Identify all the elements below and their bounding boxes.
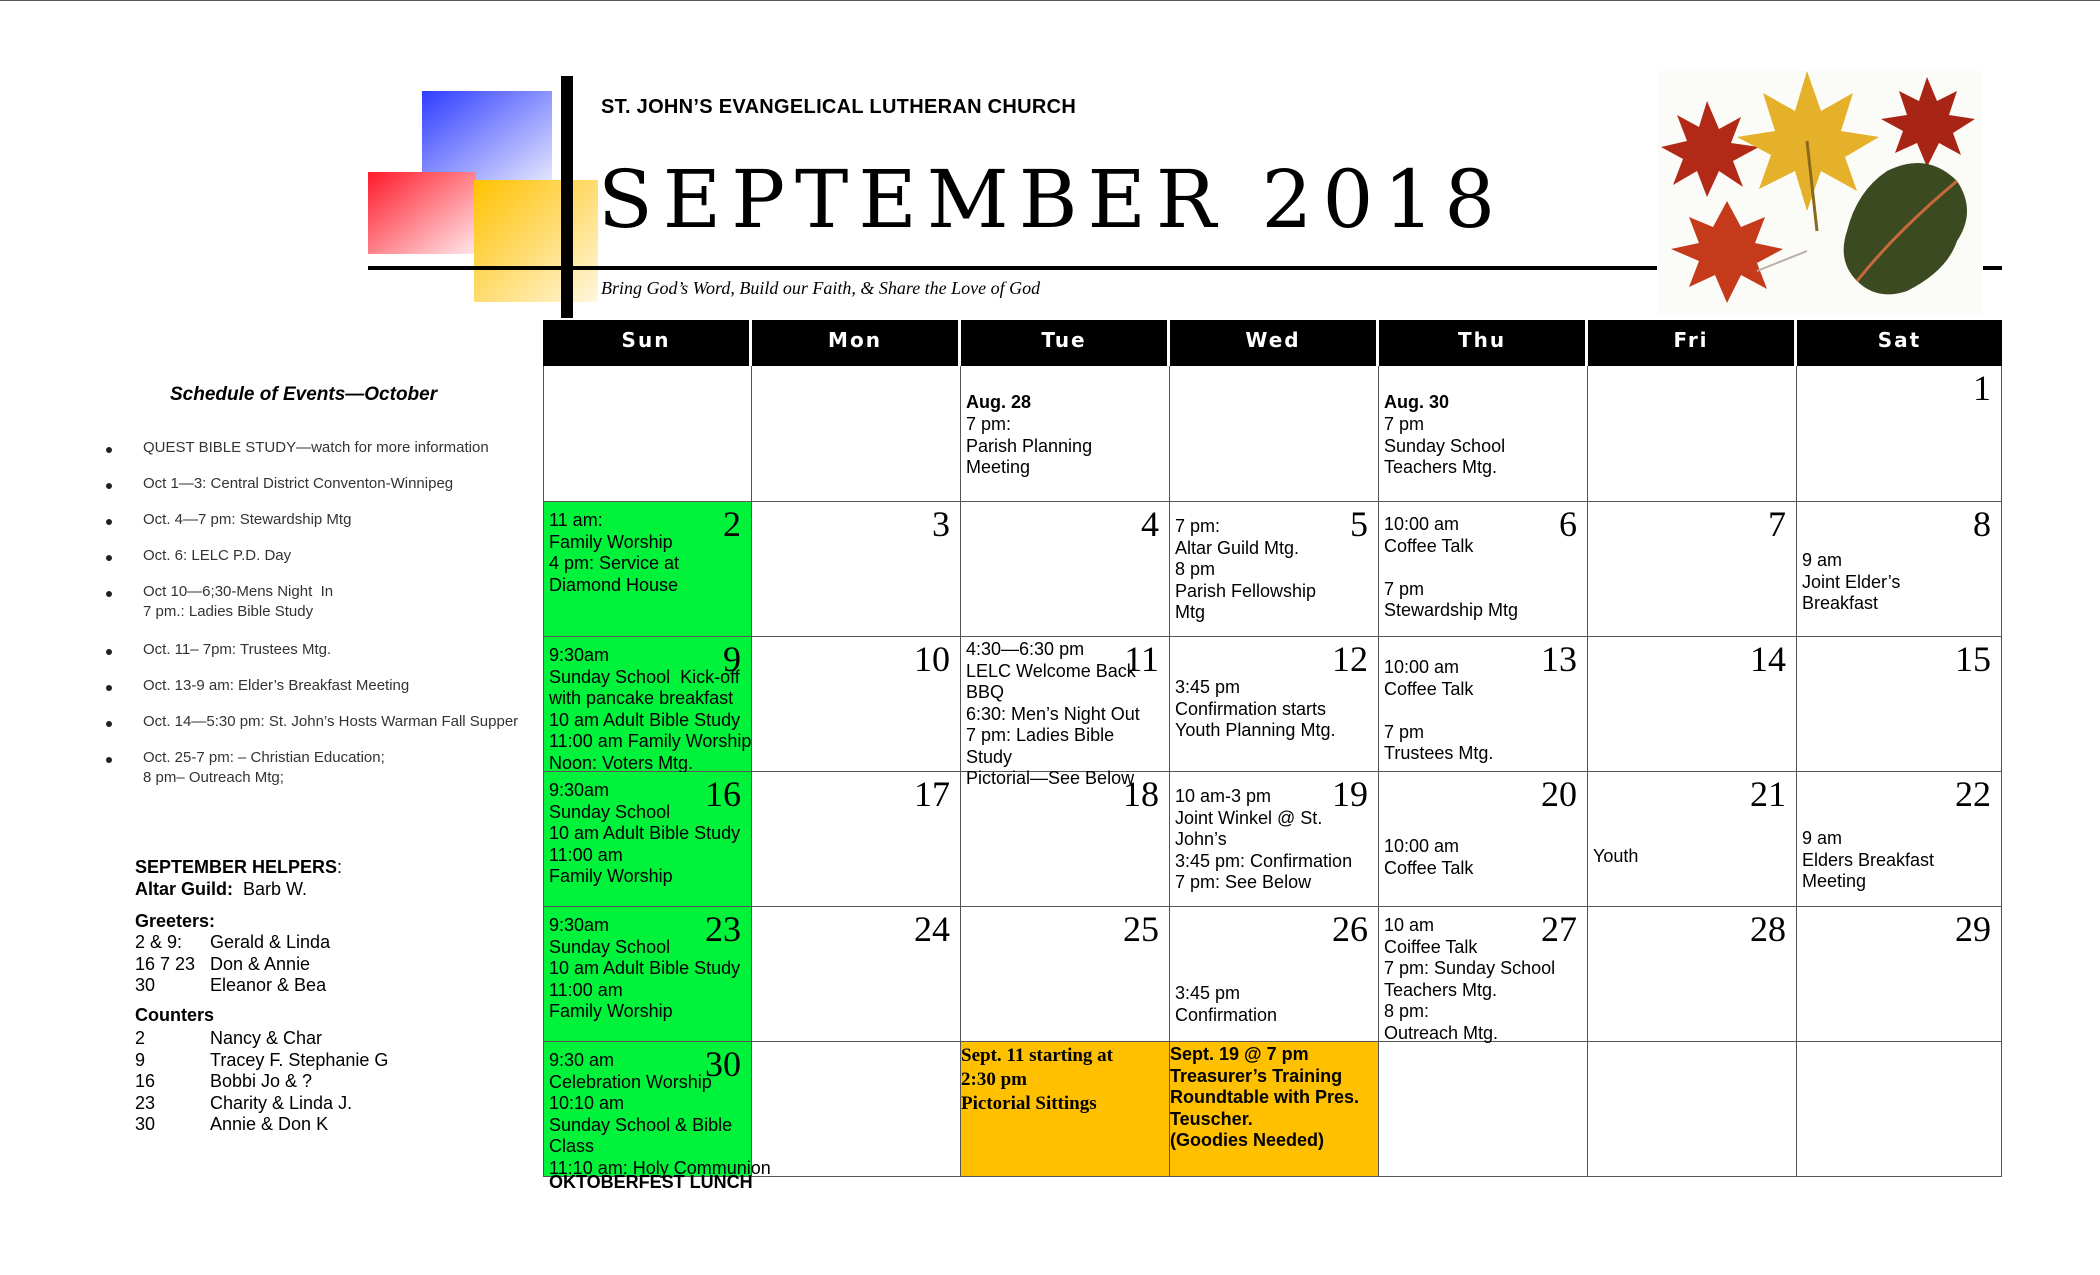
counters-date: 30 (135, 1114, 156, 1134)
bullet-icon (106, 649, 112, 655)
decorative-red-square (368, 172, 476, 254)
day-cell-1 (1797, 366, 2002, 502)
counters-date: 2 (135, 1028, 146, 1048)
schedule-item: QUEST BIBLE STUDY—watch for more information (143, 439, 489, 456)
counters-label: Counters (135, 1005, 215, 1025)
day-cell-5 (1170, 502, 1379, 637)
greeters-names: Gerald & Linda (210, 932, 331, 952)
schedule-item: Oct. 11– 7pm: Trustees Mtg. (143, 641, 332, 658)
counters-date: 9 (135, 1049, 146, 1070)
day-cell-22 (1797, 772, 2002, 907)
day-number: 5 (1350, 504, 1368, 544)
day-cell-6 (1379, 502, 1588, 637)
cell-event-heading: Aug. 30 (1384, 392, 1450, 412)
day-number: 8 (1973, 504, 1991, 544)
cell-event-text: 9 am Joint Elder’s Breakfast (1802, 550, 1901, 613)
day-number: 16 (705, 774, 741, 814)
top-rule (0, 0, 2100, 1)
day-cell-26 (1170, 907, 1379, 1042)
cell-event-text: Youth (1593, 846, 1639, 866)
day-number: 30 (705, 1044, 741, 1084)
day-number: 20 (1541, 774, 1577, 814)
schedule-title: Schedule of Events—October (170, 384, 438, 405)
day-cell-28 (1588, 907, 1797, 1042)
day-cell-10 (752, 637, 961, 772)
day-cell-empty (1170, 366, 1379, 502)
day-number: 11 (1124, 639, 1159, 679)
day-cell-7 (1588, 502, 1797, 637)
day-cell-15 (1797, 637, 2002, 772)
decorative-yellow-square (474, 180, 598, 302)
day-cell-empty (1797, 1042, 2002, 1177)
day-header-sun: Sun (543, 320, 749, 366)
day-number: 12 (1332, 639, 1368, 679)
day-number: 7 (1768, 504, 1786, 544)
greeters-date: 30 (135, 975, 156, 995)
cell-event-text: 10:00 am Coffee Talk 7 pm Stewardship Mtg (1384, 514, 1519, 620)
day-number: 3 (932, 504, 950, 544)
cell-event-text: 10:00 am Coffee Talk (1384, 836, 1474, 878)
tagline: Bring God’s Word, Build our Faith, & Share the Love of God (601, 278, 1041, 298)
counters-names: Tracey F. Stephanie G (210, 1049, 389, 1070)
cell-event-text: 10:00 am Coffee Talk 7 pm Trustees Mtg. (1384, 657, 1494, 763)
day-number: 23 (705, 909, 741, 949)
bullet-icon (106, 721, 112, 727)
schedule-item: Oct 1—3: Central District Conventon-Winnipeg (143, 475, 454, 492)
month-title: SEPTEMBER 2018 (598, 153, 1506, 246)
altar-guild-label: Altar Guild: (135, 879, 233, 899)
day-cell-18 (961, 772, 1170, 907)
day-cell-25 (961, 907, 1170, 1042)
day-cell-17 (752, 772, 961, 907)
schedule-item: Oct. 13-9 am: Elder’s Breakfast Meeting (143, 677, 410, 694)
bullet-icon (106, 685, 112, 691)
day-cell-empty (1588, 1042, 1797, 1177)
day-cell-14 (1588, 637, 1797, 772)
cell-event-text: 10 am-3 pm Joint Winkel @ St. John’s 3:45 pm: Confirmation 7 pm: See Below (1175, 786, 1353, 892)
counters-date: 23 (135, 1092, 156, 1113)
day-number: 9 (723, 639, 741, 679)
helpers-title-colon: : (337, 857, 343, 877)
counters-names: Charity & Linda J. (210, 1092, 353, 1113)
helpers-title-line (135, 857, 342, 878)
day-header-thu: Thu (1379, 320, 1585, 366)
schedule-item: Oct. 14—5:30 pm: St. John’s Hosts Warman Fall Supper (143, 713, 519, 730)
day-cell-empty (961, 1042, 1170, 1177)
day-number: 10 (914, 639, 950, 679)
day-number: 19 (1332, 774, 1368, 814)
day-cell-24 (752, 907, 961, 1042)
day-cell-9 (543, 637, 752, 772)
cell-event-text: 4:30—6:30 pm LELC Welcome Back BBQ 6:30: Men’s Night Out 7 pm: Ladies Bible Study Pictorial—See Below (966, 639, 1140, 788)
bullet-icon (106, 483, 112, 489)
cell-event-text: 3:45 pm Confirmation starts Youth Planning Mtg. (1175, 677, 1336, 740)
day-number: 17 (914, 774, 950, 814)
altar-guild-line (135, 879, 307, 900)
oktoberfest-lunch-note: OKTOBERFEST LUNCH (549, 1172, 753, 1192)
day-number: 1 (1973, 368, 1991, 408)
day-number: 27 (1541, 909, 1577, 949)
day-header-wed: Wed (1170, 320, 1376, 366)
bullet-icon (106, 591, 112, 597)
day-cell-11 (961, 637, 1170, 788)
day-cell-3 (752, 502, 961, 637)
day-cell-2 (543, 502, 752, 637)
schedule-item: Oct 10—6;30-Mens Night In 7 pm.: Ladies Bible Study (143, 583, 334, 620)
cell-event-text: 9 am Elders Breakfast Meeting (1802, 828, 1935, 891)
cell-event-text: Sept. 19 @ 7 pm Treasurer’s Training Roundtable with Pres. Teuscher. (Goodies Needed) (1170, 1044, 1360, 1150)
day-header-mon: Mon (752, 320, 958, 366)
greeters-names: Don & Annie (210, 953, 311, 974)
day-number: 2 (723, 504, 741, 544)
day-cell-13 (1379, 637, 1588, 772)
greeters-date: 2 & 9: (135, 932, 183, 952)
day-cell-empty (1588, 366, 1797, 502)
day-number: 6 (1559, 504, 1577, 544)
bullet-icon (106, 519, 112, 525)
day-cell-21 (1588, 772, 1797, 907)
day-cell-20 (1379, 772, 1588, 907)
cell-event-text: 7 pm Sunday School Teachers Mtg. (1384, 414, 1506, 477)
bullet-icon (106, 555, 112, 561)
day-header-tue: Tue (961, 320, 1167, 366)
day-header-sat: Sat (1797, 320, 2002, 366)
day-cell-27 (1379, 907, 1588, 1042)
bullet-icon (106, 757, 112, 763)
day-number: 21 (1750, 774, 1786, 814)
cell-event-text: 3:45 pm Confirmation (1175, 983, 1278, 1025)
autumn-leaves-image (1657, 71, 1983, 315)
bullet-icon (106, 447, 112, 453)
day-cell-19 (1170, 772, 1379, 907)
counters-names: Annie & Don K (210, 1114, 329, 1134)
cell-event-text: 11 am: Family Worship 4 pm: Service at Diamond House (549, 510, 680, 595)
cell-event-text: 9:30am Sunday School 10 am Adult Bible Study 11:00 am Family Worship (549, 915, 741, 1021)
cell-event-text: 9:30am Sunday School Kick-off with pancake breakfast 10 am Adult Bible Study 11:00 am Family Worship Noon: Voters Mtg. (549, 645, 752, 773)
day-number: 24 (914, 909, 950, 949)
schedule-item: Oct. 6: LELC P.D. Day (143, 547, 292, 564)
day-number: 14 (1750, 639, 1786, 679)
day-cell-16 (543, 772, 752, 907)
day-number: 13 (1541, 639, 1577, 679)
church-name: ST. JOHN’S EVANGELICAL LUTHERAN CHURCH (601, 96, 1077, 118)
day-cell-empty (961, 366, 1170, 502)
counters-names: Bobbi Jo & ? (210, 1071, 313, 1091)
day-cell-empty (752, 1042, 961, 1177)
day-number: 22 (1955, 774, 1991, 814)
cell-event-text: 9:30am Sunday School 10 am Adult Bible Study 11:00 am Family Worship (549, 780, 741, 886)
cell-event-text: 9:30 am Celebration Worship 10:10 am Sunday School & Bible Class 11:10 am: Holy Communion (549, 1050, 771, 1178)
day-number: 15 (1955, 639, 1991, 679)
day-cell-empty (543, 366, 752, 502)
day-cell-empty (752, 366, 961, 502)
greeters-label: Greeters: (135, 911, 216, 931)
day-number: 28 (1750, 909, 1786, 949)
schedule-item: Oct. 4—7 pm: Stewardship Mtg (143, 511, 352, 528)
day-number: 25 (1123, 909, 1159, 949)
schedule-item: Oct. 25-7 pm: – Christian Education; 8 pm– Outreach Mtg; (143, 749, 385, 786)
day-cell-12 (1170, 637, 1379, 772)
greeters-date: 16 7 23 (135, 953, 196, 974)
day-number: 26 (1332, 909, 1368, 949)
helpers-title: SEPTEMBER HELPERS (135, 857, 338, 877)
day-cell-empty (1379, 366, 1588, 502)
cell-event-text: Sept. 11 starting at 2:30 pm Pictorial Sittings (961, 1045, 1113, 1114)
cell-event-heading: Aug. 28 (966, 392, 1032, 412)
day-number: 18 (1123, 774, 1159, 814)
greeters-names: Eleanor & Bea (210, 975, 327, 995)
day-cell-4 (961, 502, 1170, 637)
cell-event-text: 7 pm: Parish Planning Meeting (966, 414, 1093, 477)
day-cell-30 (543, 1042, 771, 1192)
day-cell-29 (1797, 907, 2002, 1042)
day-cell-8 (1797, 502, 2002, 637)
day-cell-23 (543, 907, 752, 1042)
cell-event-text: 7 pm: Altar Guild Mtg. 8 pm Parish Fellowship Mtg (1175, 516, 1317, 622)
day-number: 29 (1955, 909, 1991, 949)
header-vertical-bar (561, 76, 573, 318)
counters-names: Nancy & Char (210, 1028, 323, 1048)
day-cell-empty (1379, 1042, 1588, 1177)
counters-date: 16 (135, 1071, 156, 1091)
cell-event-text: 10 am Coiffee Talk 7 pm: Sunday School Teachers Mtg. 8 pm: Outreach Mtg. (1384, 915, 1556, 1043)
calendar-grid (543, 320, 2002, 1192)
day-number: 4 (1141, 504, 1159, 544)
day-header-fri: Fri (1588, 320, 1794, 366)
day-cell-empty (1170, 1042, 1379, 1177)
altar-guild-value: Barb W. (243, 879, 308, 899)
